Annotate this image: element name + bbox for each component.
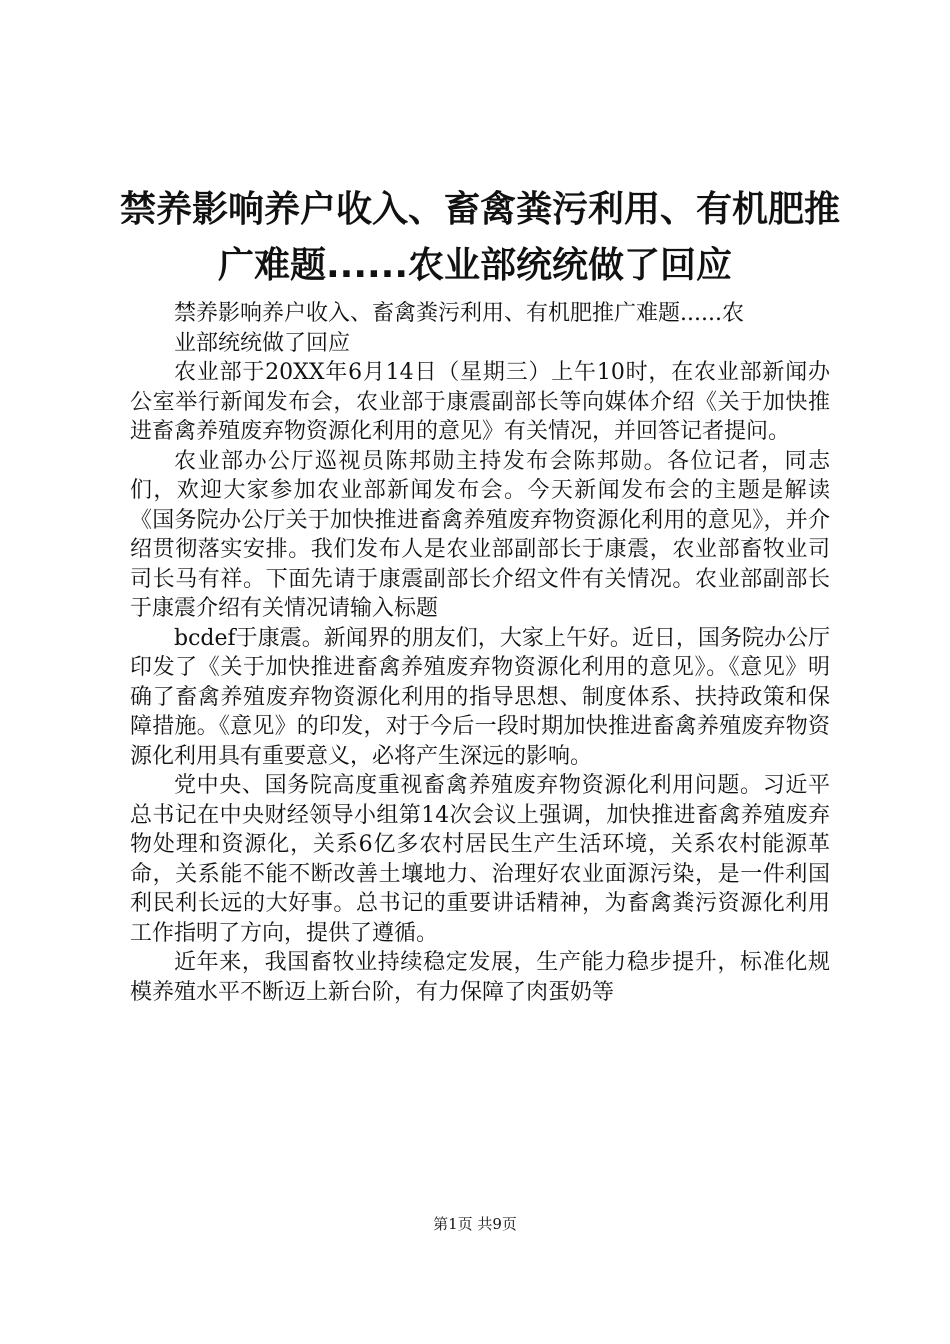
page-number-footer: 第1页 共9页 bbox=[433, 1215, 517, 1233]
paragraph-4: 农业部办公厅巡视员陈邦勋主持发布会陈邦勋。各位记者，同志们，欢迎大家参加农业部新闻发布会。今天新闻发布会的主题是解读《国务院办公厅关于加快推进畜禽养殖废弃物资源化利用的意见》，并介绍贯彻落实安排。我们发布人是农业部副部长于康震，农业部畜牧业司司长马有祥。下面先请于康震副部长介绍文件有关情况。农业部副部长于康震介绍有关情况请输入标题 bbox=[130, 448, 830, 621]
paragraph-1: 禁养影响养户收入、畜禽粪污利用、有机肥推广难题......农 bbox=[174, 301, 744, 326]
paragraph-6: 党中央、国务院高度重视畜禽养殖废弃物资源化利用问题。习近平总书记在中央财经领导小组第14次会议上强调，加快推进畜禽养殖废弃物处理和资源化，关系6亿多农村居民生产生活环境，关系农村能源革命，关系能不能不断改善土壤地力、治理好农业面源污染，是一件利国利民利长远的大好事。总书记的重要讲话精神，为畜禽粪污资源化利用工作指明了方向，提供了遵循。 bbox=[130, 773, 830, 946]
paragraph-2: 业部统统做了回应 bbox=[174, 330, 351, 356]
document-body bbox=[130, 299, 830, 1007]
paragraph-5: bcdef于康震。新闻界的朋友们，大家上午好。近日，国务院办公厅印发了《关于加快推进畜禽养殖废弃物资源化利用的意见》。《意见》明确了畜禽养殖废弃物资源化利用的指导思想、制度体系、扶持政策和保障措施。《意见》的印发，对于今后一段时期加快推进畜禽养殖废弃物资源化利用具有重要意义，必将产生深远的影响。 bbox=[130, 625, 830, 769]
document-title-line-2: 广难题......农业部统统做了回应 bbox=[217, 245, 733, 286]
paragraph-3: 农业部于20XX年6月14日（星期三）上午10时，在农业部新闻办公室举行新闻发布会，农业部于康震副部长等向媒体介绍《关于加快推进畜禽养殖废弃物资源化利用的意见》有关情况，并回答记者提问。 bbox=[130, 360, 830, 444]
paragraph-7: 近年来，我国畜牧业持续稳定发展，生产能力稳步提升，标准化规模养殖水平不断迈上新台阶，有力保障了肉蛋奶等 bbox=[130, 950, 830, 1005]
document-title-line-1: 禁养影响养户收入、畜禽粪污利用、有机肥推 bbox=[120, 189, 841, 230]
